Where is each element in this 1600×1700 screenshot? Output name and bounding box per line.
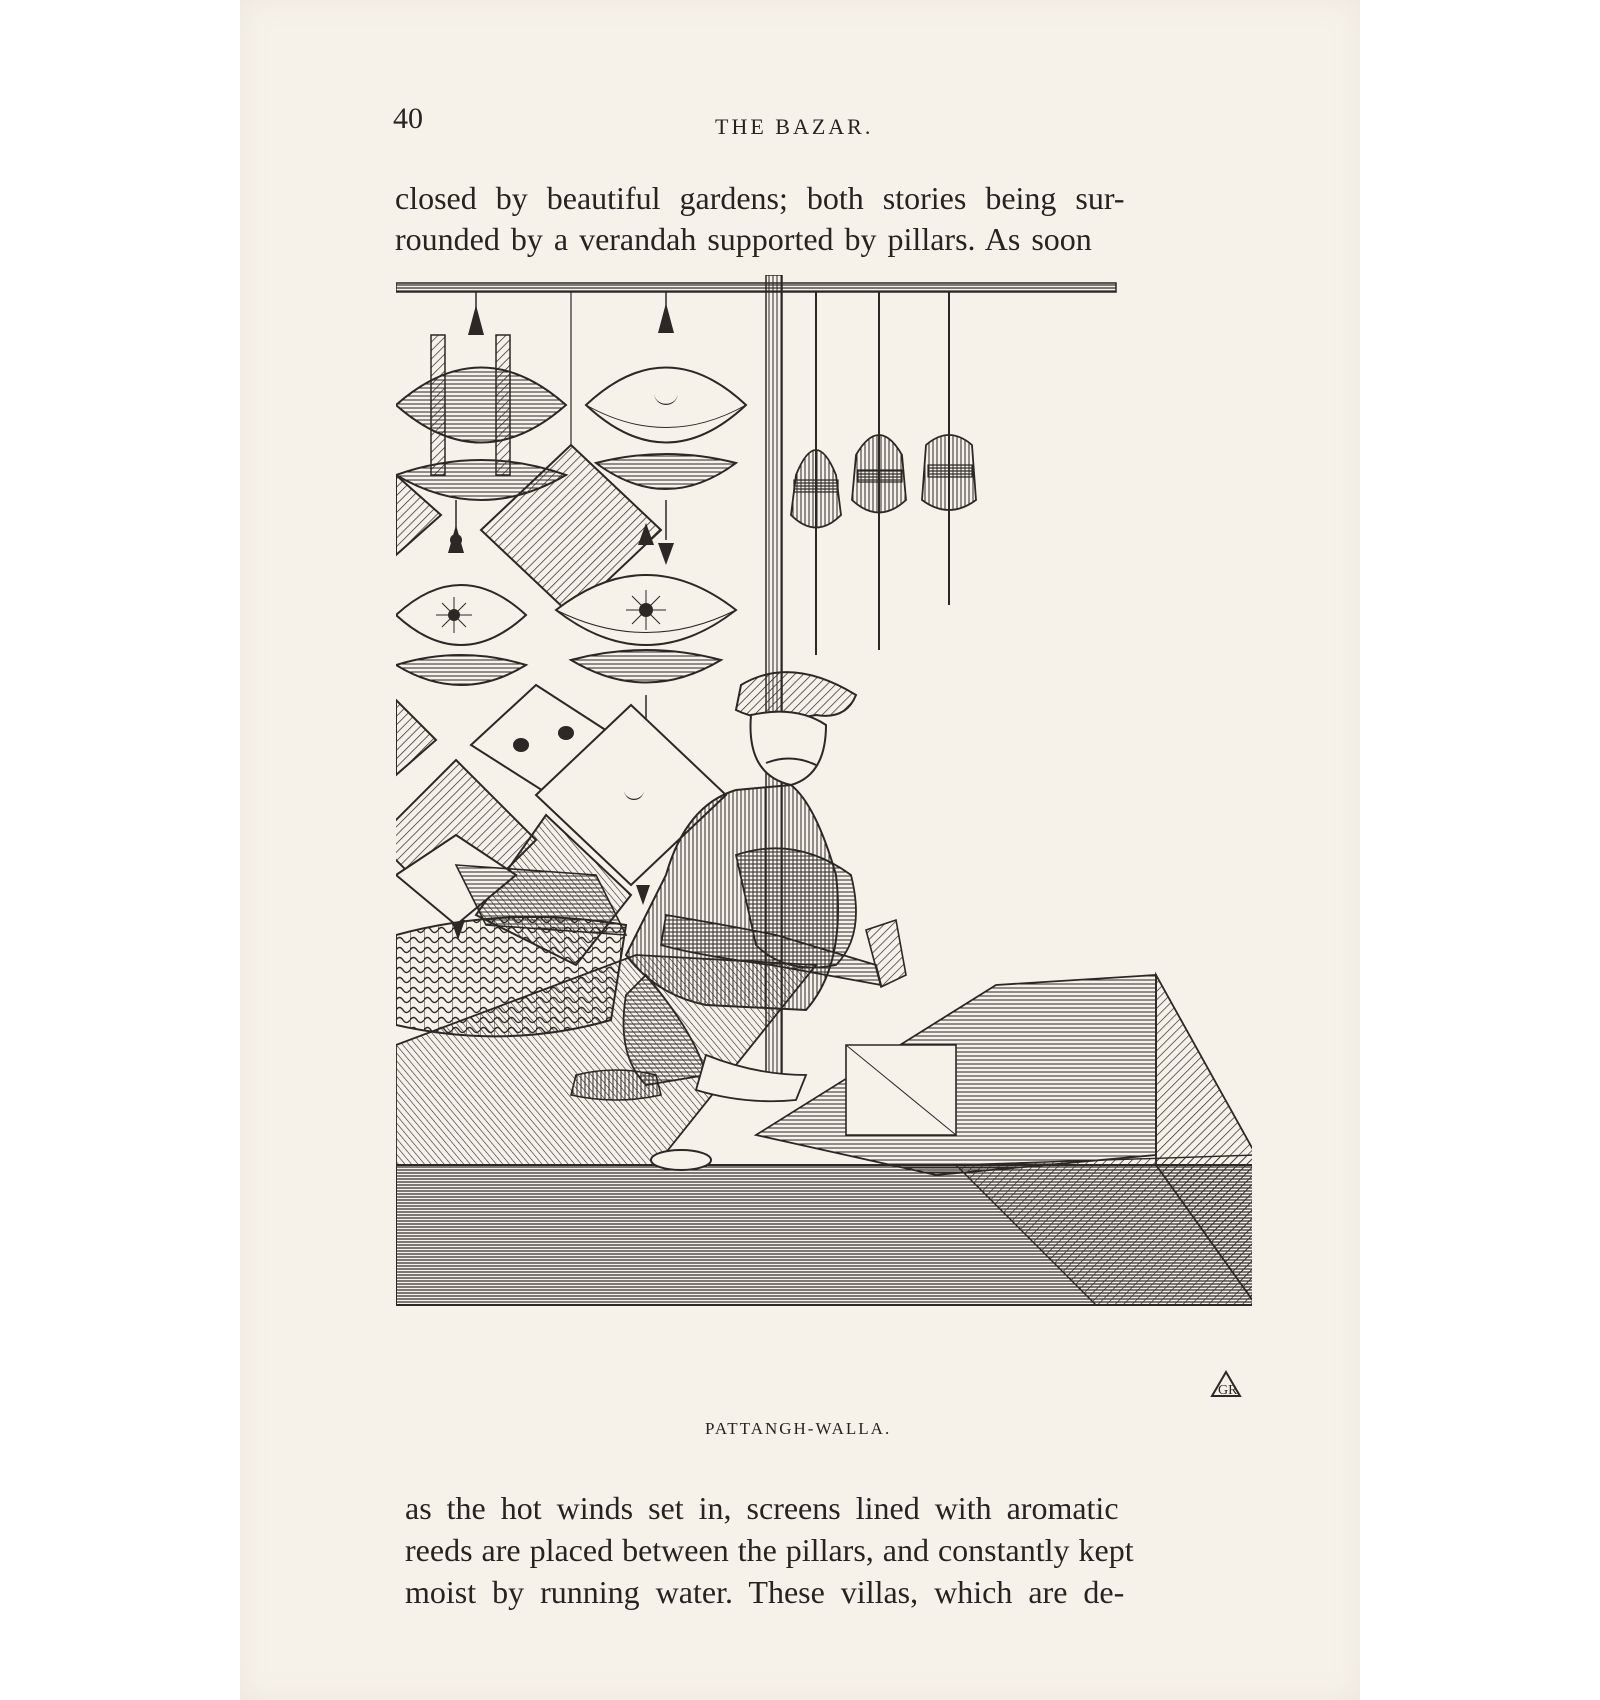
running-head: THE BAZAR. <box>715 114 874 139</box>
engraver-monogram <box>1208 1368 1244 1400</box>
illustration-caption: PATTANGH-WALLA. <box>705 1419 892 1438</box>
bottom-text-line-3: moist by running water. These villas, which are de- <box>405 1574 1125 1610</box>
engraving-illustration <box>396 275 1252 1410</box>
monogram-text: GR <box>1218 1383 1238 1398</box>
page-number: 40 <box>393 102 423 135</box>
top-text-line-1: closed by beautiful gardens; both stories being sur- <box>395 180 1125 216</box>
bottom-text-line-1: as the hot winds set in, screens lined with aromatic <box>405 1490 1119 1526</box>
top-text-line-2: rounded by a verandah supported by pillars. As soon <box>395 221 1092 257</box>
bottom-text-line-2: reeds are placed between the pillars, and constantly kept <box>405 1532 1134 1568</box>
